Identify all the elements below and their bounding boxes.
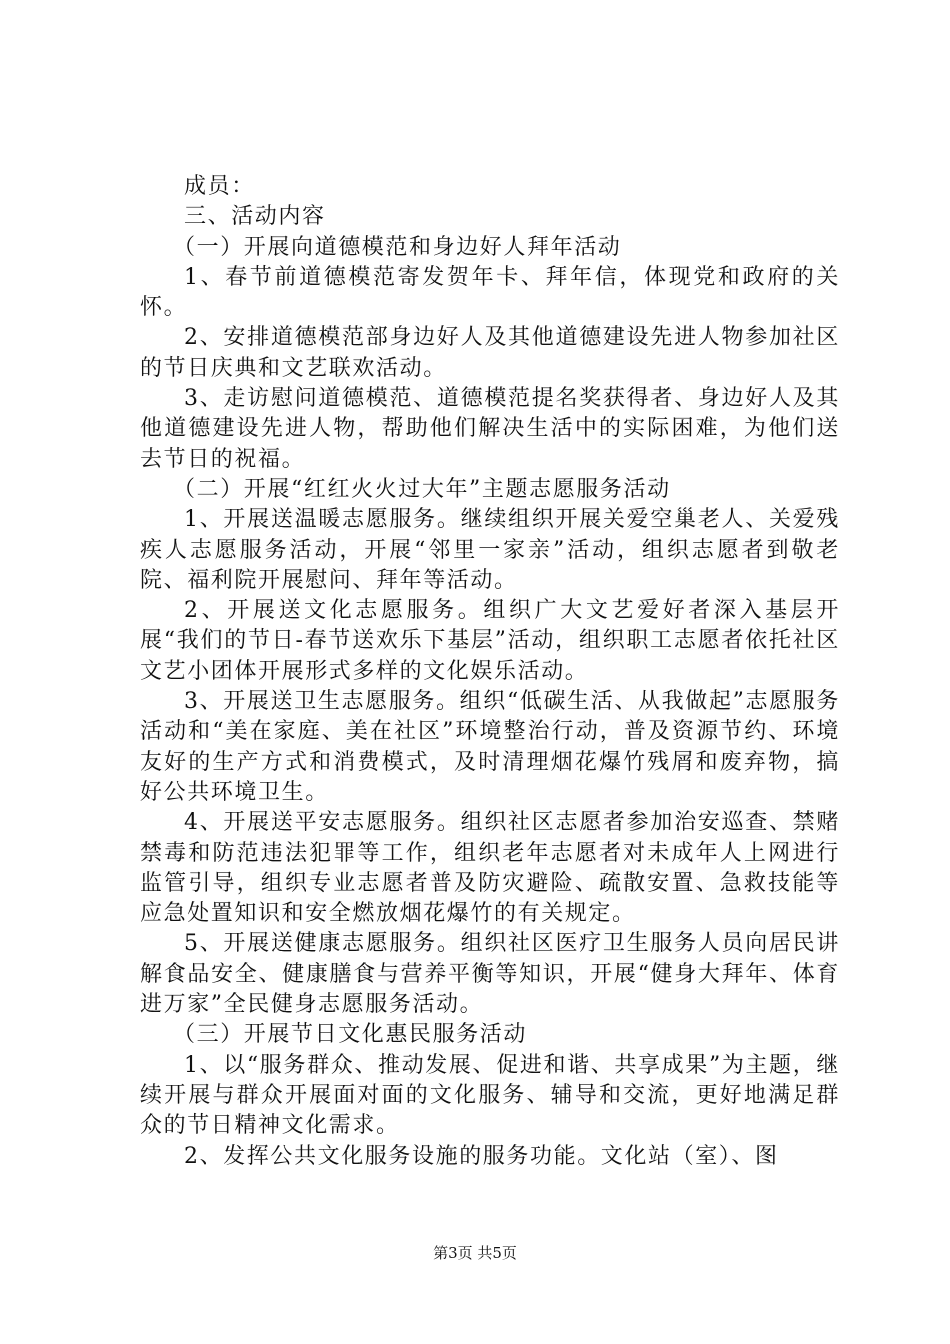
paragraph: 成员：: [184, 174, 255, 199]
paragraph: 2、安排道德模范部身边好人及其他道德建设先进人物参加社区的节日庆典和文艺联欢活动。: [140, 325, 840, 381]
page-number: 第3页 共5页: [433, 1244, 517, 1262]
subsection-heading: （二）开展“红红火火过大年”主题志愿服务活动: [173, 476, 671, 502]
paragraph: 2、发挥公共文化服务设施的服务功能。文化站（室）、图: [184, 1143, 779, 1169]
paragraph: 2、开展送文化志愿服务。组织广大文艺爱好者深入基层开展“我们的节日-春节送欢乐下基层”活动，组织职工志愿者依托社区文艺小团体开展形式多样的文化娱乐活动。: [140, 598, 840, 684]
paragraph: 4、开展送平安志愿服务。组织社区志愿者参加治安巡查、禁赌禁毒和防范违法犯罪等工作，组织老年志愿者对未成年人上网进行监管引导，组织专业志愿者普及防灾避险、疏散安置、急救技能等应急处置知识和安全燃放烟花爆竹的有关规定。: [140, 810, 840, 927]
paragraph: 3、开展送卫生志愿服务。组织“低碳生活、从我做起”志愿服务活动和“美在家庭、美在社区”环境整治行动，普及资源节约、环境友好的生产方式和消费模式，及时清理烟花爆竹残屑和废弃物，搞好公共环境卫生。: [140, 689, 840, 805]
subsection-heading: （一）开展向道德模范和身边好人拜年活动: [173, 234, 622, 260]
subsection-heading: （三）开展节日文化惠民服务活动: [173, 1022, 528, 1048]
paragraph: 1、以“服务群众、推动发展、促进和谐、共享成果”为主题，继续开展与群众开展面对面的文化服务、辅导和交流，更好地满足群众的节日精神文化需求。: [140, 1052, 840, 1139]
document-body: [140, 172, 840, 1172]
page-footer: [0, 1242, 950, 1263]
paragraph: 1、春节前道德模范寄发贺年卡、拜年信，体现党和政府的关怀。: [140, 264, 840, 321]
paragraph: 3、走访慰问道德模范、道德模范提名奖获得者、身边好人及其他道德建设先进人物，帮助他们解决生活中的实际困难，为他们送去节日的祝福。: [140, 386, 840, 472]
paragraph: 5、开展送健康志愿服务。组织社区医疗卫生服务人员向居民讲解食品安全、健康膳食与营养平衡等知识，开展“健身大拜年、体育进万家”全民健身志愿服务活动。: [140, 931, 840, 1018]
section-heading: 三、活动内容: [184, 204, 326, 230]
paragraph: 1、开展送温暖志愿服务。继续组织开展关爱空巢老人、关爱残疾人志愿服务活动，开展“邻里一家亲”活动，组织志愿者到敬老院、福利院开展慰问、拜年等活动。: [140, 507, 840, 593]
